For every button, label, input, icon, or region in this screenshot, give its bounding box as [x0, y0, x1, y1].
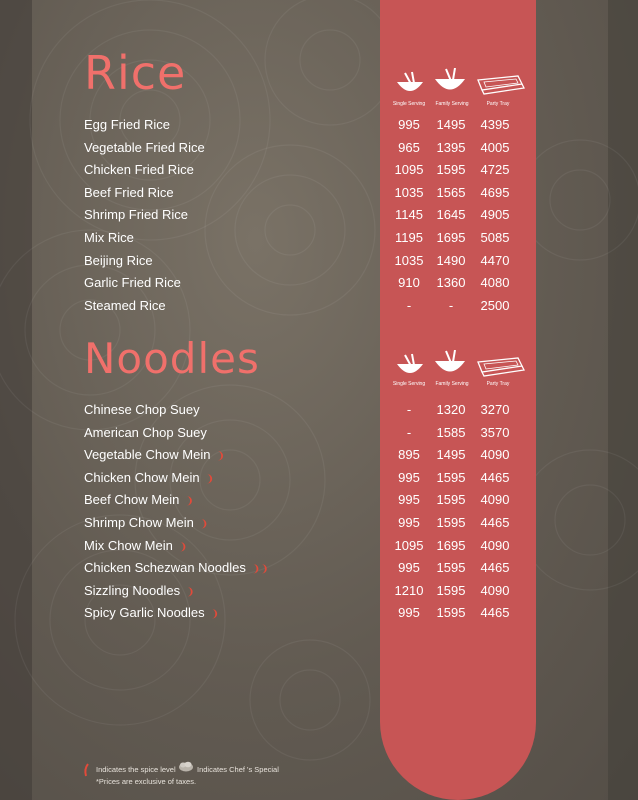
price-party: 3570 — [480, 424, 510, 440]
price-family: 1695 — [436, 537, 466, 553]
menu-item-name — [84, 116, 170, 134]
price-family: 1395 — [436, 139, 466, 155]
chili-icon: ❩ — [199, 519, 209, 530]
price-party: 4005 — [480, 139, 510, 155]
price-party: 4695 — [480, 184, 510, 200]
menu-item-label: Beijing Rice — [84, 252, 153, 268]
menu-item-name — [84, 139, 205, 157]
price-single: 1145 — [395, 207, 423, 223]
price-single: 995 — [398, 492, 420, 508]
menu-item-name — [84, 446, 225, 464]
large-bowl-icon — [432, 350, 468, 378]
menu-item-name — [84, 229, 134, 247]
price-single: 995 — [398, 560, 420, 576]
menu-item-name — [84, 514, 208, 532]
price-single: - — [406, 297, 412, 313]
noodles-section-title: Noodles — [84, 334, 260, 383]
menu-item-name — [84, 184, 174, 202]
price-party: 4465 — [480, 605, 510, 621]
chili-icon: ❩ — [178, 541, 188, 553]
menu-item-name — [84, 582, 195, 600]
menu-item-label: American Chop Suey — [84, 424, 207, 440]
menu-item-name — [84, 604, 219, 622]
price-party: 4090 — [480, 492, 510, 508]
menu-item-label: Mix Rice — [84, 230, 134, 245]
price-party: 3270 — [480, 402, 510, 417]
price-single: 1035 — [394, 252, 424, 268]
large-bowl-icon — [432, 68, 468, 96]
price-party: 5085 — [480, 230, 510, 245]
chef-hat-icon — [178, 760, 194, 774]
price-family: 1495 — [436, 117, 466, 132]
price-single: 1195 — [395, 230, 423, 245]
single-serving-label: Single Serving — [392, 381, 426, 387]
menu-item-name — [84, 274, 181, 292]
menu-item-label: Mix Chow Mein — [84, 537, 173, 553]
legend-footer — [82, 763, 402, 791]
chili-icon — [82, 763, 92, 777]
menu-item-name — [84, 424, 207, 442]
price-family: 1595 — [436, 469, 466, 485]
price-family: 1695 — [436, 230, 466, 245]
menu-item-label: Chinese Chop Suey — [84, 402, 200, 417]
price-single: - — [406, 424, 412, 440]
menu-item-name — [84, 252, 153, 270]
price-party: 4470 — [480, 252, 510, 268]
price-single: - — [406, 402, 412, 417]
price-single: 910 — [398, 275, 420, 291]
price-family: 1595 — [436, 582, 466, 598]
price-family: 1565 — [436, 184, 466, 200]
price-family: 1320 — [436, 402, 466, 417]
price-family: 1595 — [436, 162, 466, 178]
price-family: 1645 — [436, 207, 466, 223]
price-family: 1360 — [436, 275, 466, 291]
price-family: 1495 — [436, 447, 466, 463]
price-single: 895 — [398, 447, 420, 463]
menu-item-name — [84, 161, 194, 179]
chili-icon: ❩ — [205, 473, 214, 485]
menu-item-name — [84, 297, 166, 315]
rice-section-title: Rice — [84, 46, 187, 100]
menu-item-label: Vegetable Fried Rice — [84, 139, 205, 155]
price-party: 4080 — [480, 275, 510, 291]
menu-item-label: Beef Fried Rice — [84, 184, 174, 200]
menu-item-name — [84, 491, 194, 509]
party-tray-label: Party Tray — [486, 381, 510, 387]
price-single: 995 — [398, 605, 420, 621]
menu-item-name — [84, 537, 187, 555]
menu-item-name — [84, 401, 200, 419]
menu-item-label: Garlic Fried Rice — [84, 275, 181, 291]
bowl-icon — [392, 352, 428, 380]
price-family: 1595 — [436, 605, 466, 621]
price-single: 995 — [398, 117, 420, 132]
menu-item-name — [84, 206, 188, 224]
menu-item-label: Chicken Schezwan Noodles — [84, 560, 246, 576]
menu-item-label: Vegetable Chow Mein — [84, 447, 211, 463]
price-family: 1595 — [436, 560, 466, 576]
spice-legend-text: Indicates the spice level — [96, 765, 176, 774]
family-serving-label: Family Serving — [435, 381, 469, 387]
party-tray-icon — [474, 70, 526, 98]
family-serving-label: Family Serving — [435, 101, 469, 107]
chili-icon: ❩ — [210, 609, 220, 621]
tax-note: *Prices are exclusive of taxes. — [96, 777, 197, 786]
price-family: 1595 — [436, 492, 466, 508]
price-single: 965 — [398, 139, 420, 155]
price-family: 1595 — [436, 515, 466, 530]
price-single: 995 — [398, 515, 420, 530]
menu-item-name — [84, 559, 269, 577]
price-party: 4905 — [480, 207, 510, 223]
menu-item-label: Spicy Garlic Noodles — [84, 605, 205, 621]
price-party: 4465 — [480, 560, 510, 576]
menu-item-label: Shrimp Chow Mein — [84, 515, 194, 530]
price-single: 1095 — [394, 162, 424, 178]
menu-item-label: Egg Fried Rice — [84, 117, 170, 132]
price-party: 4090 — [480, 582, 510, 598]
menu-item-label: Shrimp Fried Rice — [84, 207, 189, 223]
chef-special-legend-text: Indicates Chef 's Special — [197, 765, 279, 774]
price-party: 2500 — [480, 297, 510, 313]
chili-icon: ❩ — [216, 451, 225, 463]
price-party: 4465 — [480, 515, 510, 530]
price-party: 4725 — [480, 162, 510, 178]
chili-icon: ❩❩ — [251, 564, 269, 576]
price-party: 4090 — [480, 537, 510, 553]
price-single: 1095 — [394, 537, 424, 553]
price-party: 4090 — [480, 447, 510, 463]
chili-icon: ❩ — [185, 496, 194, 508]
party-tray-icon — [474, 352, 526, 380]
menu-item-label: Chicken Chow Mein — [84, 469, 200, 485]
menu-item-label: Chicken Fried Rice — [84, 162, 194, 178]
menu-item-label: Sizzling Noodles — [84, 582, 181, 598]
menu-item-name — [84, 469, 214, 487]
price-single: 1035 — [394, 184, 424, 200]
menu-item-label: Steamed Rice — [84, 297, 166, 313]
price-family: 1490 — [436, 252, 466, 268]
price-single: 1210 — [394, 582, 424, 598]
price-single: 995 — [398, 469, 420, 485]
menu-item-label: Beef Chow Mein — [84, 492, 180, 508]
price-party: 4395 — [480, 117, 510, 132]
price-family: 1585 — [436, 424, 466, 440]
single-serving-label: Single Serving — [392, 101, 426, 107]
price-family: - — [448, 297, 454, 313]
price-party: 4465 — [480, 469, 510, 485]
party-tray-label: Party Tray — [486, 101, 510, 107]
bowl-icon — [392, 70, 428, 98]
chili-icon: ❩ — [186, 586, 195, 598]
